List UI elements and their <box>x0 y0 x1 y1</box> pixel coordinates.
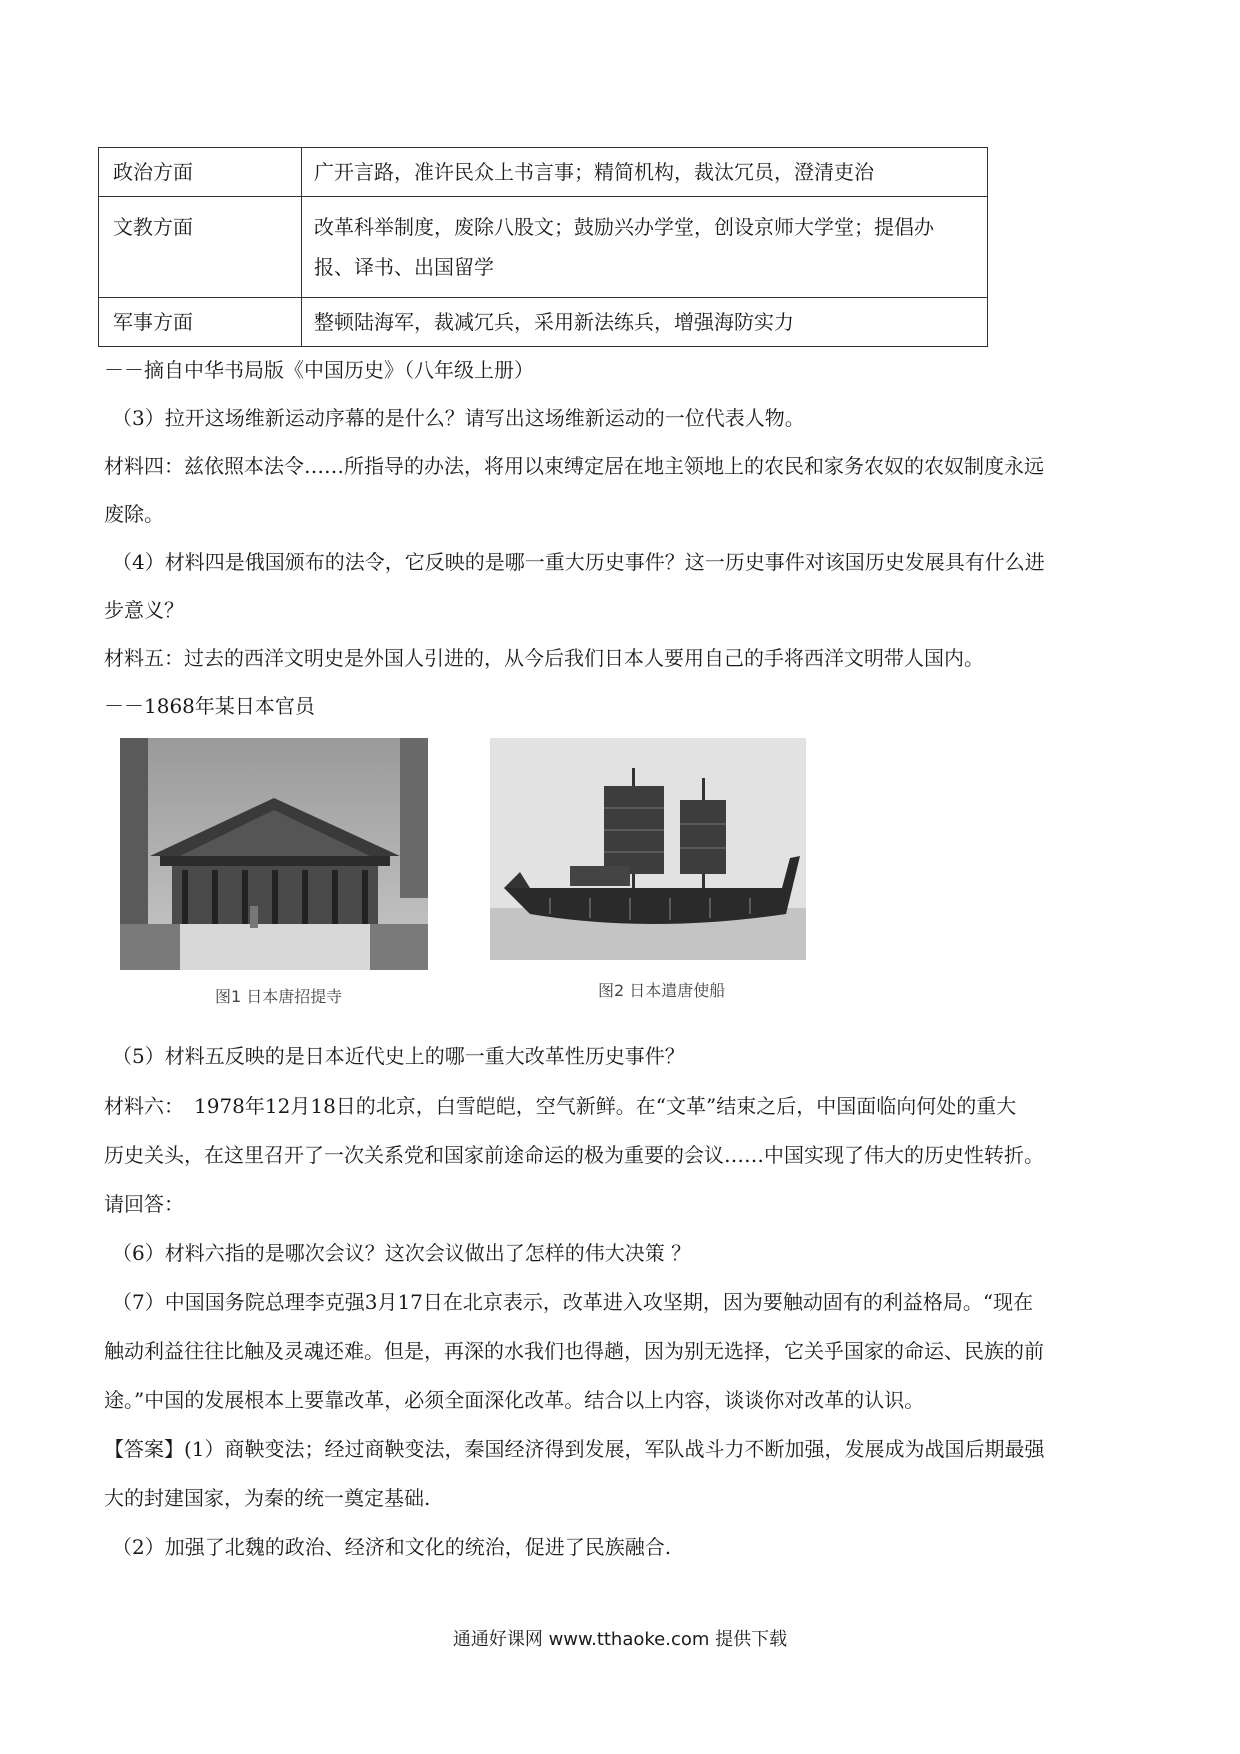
material-4-line: 材料四：兹依照本法令……所指导的办法，将用以束缚定居在地主领地上的农民和家务农奴的农奴制度永远 <box>104 454 1044 478</box>
question-7-line: 触动利益往往比触及灵魂还难。但是，再深的水我们也得趟，因为别无选择，它关乎国家的命运、民族的前 <box>104 1339 1044 1363</box>
question-3: （3）拉开这场维新运动序幕的是什么？请写出这场维新运动的一位代表人物。 <box>112 406 805 430</box>
question-4-line: （4）材料四是俄国颁布的法令，它反映的是哪一重大历史事件？这一历史事件对该国历史发展具有什么进 <box>112 550 1045 574</box>
content-cell: 广开言路，准许民众上书言事；精简机构，裁汰冗员，澄清吏治 <box>302 148 988 197</box>
figure-2-caption: 图2 日本遣唐使船 <box>598 981 726 1000</box>
table-row <box>99 148 988 197</box>
aspect-cell: 文教方面 <box>99 197 302 298</box>
material-5-source: －－1868年某日本官员 <box>104 694 315 718</box>
content-line: 报、译书、出国留学 <box>314 255 494 279</box>
question-7-line: 途。”中国的发展根本上要靠改革，必须全面深化改革。结合以上内容，谈谈你对改革的认识。 <box>104 1388 925 1412</box>
material-6-line: 请回答： <box>104 1192 184 1216</box>
answer-line: （2）加强了北魏的政治、经济和文化的统治，促进了民族融合. <box>112 1535 672 1559</box>
content-cell <box>302 197 988 298</box>
content-cell: 整顿陆海军，裁减冗兵，采用新法练兵，增强海防实力 <box>302 298 988 347</box>
source-note: －－摘自中华书局版《中国历史》（八年级上册） <box>104 358 534 382</box>
question-7-line: （7）中国国务院总理李克强3月17日在北京表示，改革进入攻坚期，因为要触动固有的利益格局。“现在 <box>112 1290 1034 1314</box>
ship-photo <box>490 738 806 960</box>
aspect-cell: 政治方面 <box>99 148 302 197</box>
material-4-line: 废除。 <box>104 502 164 526</box>
content-line: 改革科举制度，废除八股文；鼓励兴办学堂，创设京师大学堂；提倡办 <box>314 215 934 239</box>
material-6-line: 历史关头，在这里召开了一次关系党和国家前途命运的极为重要的会议……中国实现了伟大的历史性转折。 <box>104 1143 1044 1167</box>
question-5: （5）材料五反映的是日本近代史上的哪一重大改革性历史事件？ <box>112 1044 685 1068</box>
material-5: 材料五：过去的西洋文明史是外国人引进的，从今后我们日本人要用自己的手将西洋文明带人国内。 <box>104 646 984 670</box>
aspect-cell: 军事方面 <box>99 298 302 347</box>
table-row <box>99 298 988 347</box>
material-6-line: 材料六： 1978年12月18日的北京，白雪皑皑，空气新鲜。在“文革”结束之后，中国面临向何处的重大 <box>104 1094 1017 1118</box>
page-footer: 通通好课网 www.tthaoke.com 提供下载 <box>452 1629 788 1650</box>
answer-line: 大的封建国家，为秦的统一奠定基础. <box>104 1486 431 1510</box>
question-4-line: 步意义？ <box>104 598 184 622</box>
temple-photo <box>120 738 428 970</box>
figure-1-caption: 图1 日本唐招提寺 <box>215 987 343 1006</box>
answer-line: 【答案】(1）商鞅变法；经过商鞅变法，秦国经济得到发展，军队战斗力不断加强，发展成为战国后期最强 <box>104 1437 1045 1461</box>
reform-table <box>98 147 988 347</box>
table-row <box>99 197 988 298</box>
question-6: （6）材料六指的是哪次会议？这次会议做出了怎样的伟大决策 ？ <box>112 1241 692 1265</box>
